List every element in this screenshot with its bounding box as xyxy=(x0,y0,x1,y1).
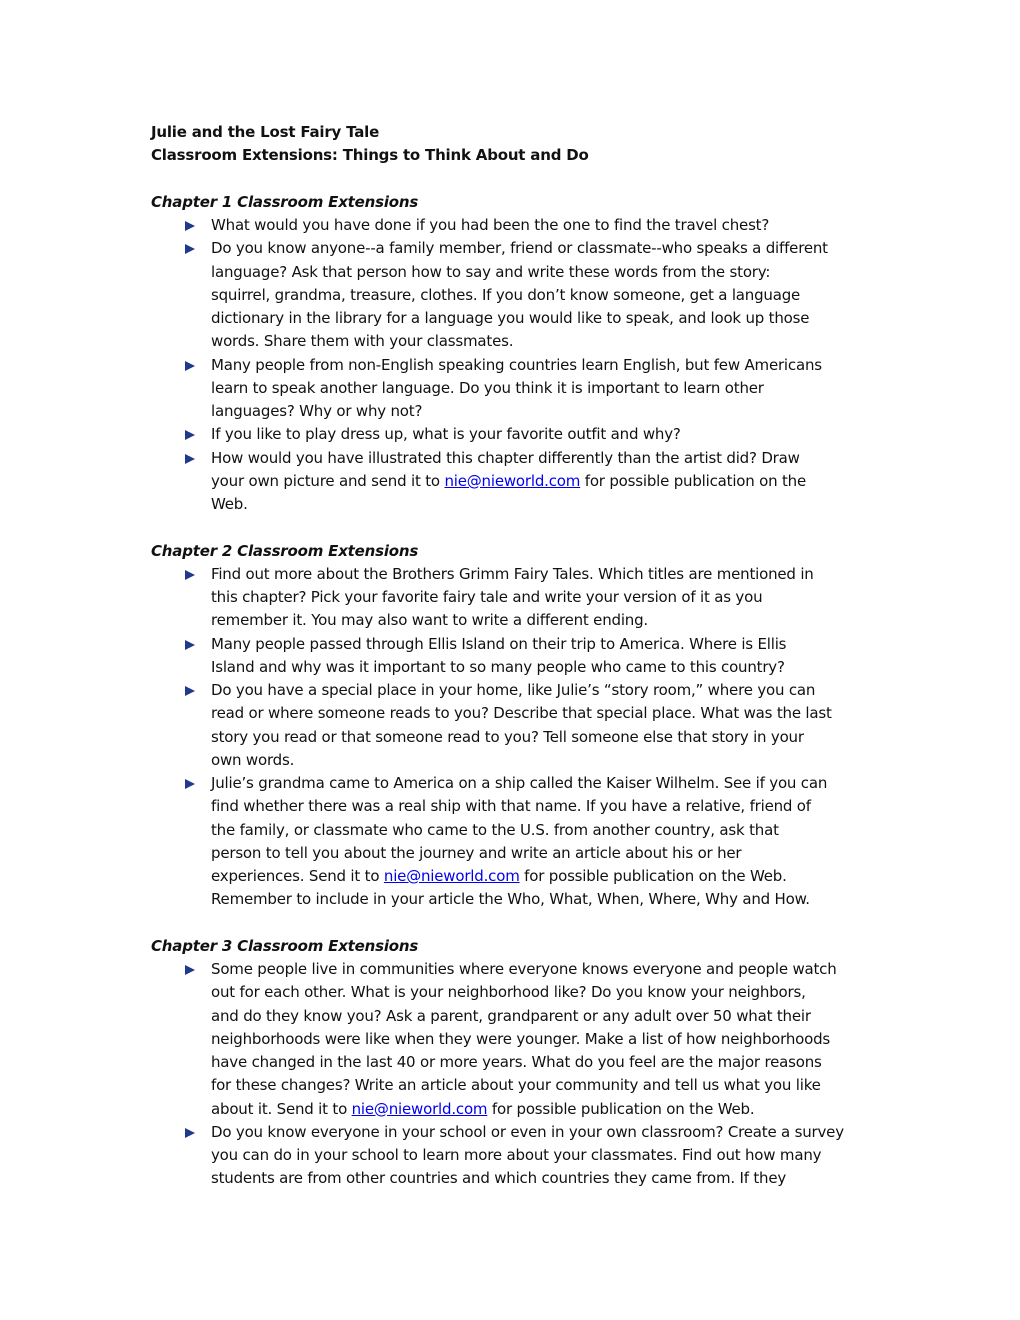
text-segment: for possible publication on the Web. xyxy=(519,867,787,885)
list-item xyxy=(151,563,891,633)
list-item xyxy=(151,237,891,353)
text-segment: your own picture and send it to xyxy=(211,471,445,490)
text-line: students are from other countries and which countries they came from. If they xyxy=(211,1169,787,1188)
text-line: Do you know everyone in your school or even in your own classroom? Create a survey xyxy=(211,1122,844,1141)
chapter-section xyxy=(151,935,891,1191)
text-line: squirrel, grandma, treasure, clothes. If you don’t know someone, get a language xyxy=(211,285,801,304)
text-segment: about it. Send it to xyxy=(211,1099,352,1118)
text-line: this chapter? Pick your favorite fairy tale and write your version of it as you xyxy=(211,588,763,606)
text-line: Find out more about the Brothers Grimm Fairy Tales. Which titles are mentioned in xyxy=(211,564,814,583)
list-item xyxy=(151,354,891,424)
triangle-bullet-icon xyxy=(185,221,195,231)
text-line: learn to speak another language. Do you think it is important to learn other xyxy=(211,378,764,397)
text-line: Many people passed through Ellis Island on their trip to America. Where is Ellis xyxy=(211,634,787,653)
text-line: words. Share them with your classmates. xyxy=(211,332,514,351)
text-line: How would you have illustrated this chapter differently than the artist did? Draw xyxy=(211,448,800,467)
text-line: language? Ask that person how to say and write these words from the story: xyxy=(211,262,771,281)
text-line: remember it. You may also want to write a different ending. xyxy=(211,611,648,630)
chapter-heading: Chapter 1 Classroom Extensions xyxy=(151,192,419,211)
text-line: story you read or that someone read to you? Tell someone else that story in your xyxy=(211,727,804,746)
text-line: Remember to include in your article the Who, What, When, Where, Why and How. xyxy=(211,890,810,909)
text-line: and do they know you? Ask a parent, grandparent or any adult over 50 what their xyxy=(211,1006,811,1025)
text-line: languages? Why or why not? xyxy=(211,402,423,420)
text-line: for these changes? Write an article about your community and tell us what you like xyxy=(211,1076,821,1095)
list-item xyxy=(151,423,891,446)
text-line: neighborhoods were like when they were younger. Make a list of how neighborhoods xyxy=(211,1029,831,1048)
triangle-bullet-icon xyxy=(185,640,195,650)
text-line: Web. xyxy=(211,495,248,513)
text-segment: for possible publication on the Web. xyxy=(487,1099,755,1118)
triangle-bullet-icon xyxy=(185,965,195,975)
document-subtitle: Classroom Extensions: Things to Think About and Do xyxy=(151,146,589,165)
text-line: Some people live in communities where everyone knows everyone and people watch xyxy=(211,960,837,978)
triangle-bullet-icon xyxy=(185,570,195,580)
document-title: Julie and the Lost Fairy Tale xyxy=(151,123,380,141)
triangle-bullet-icon xyxy=(185,686,195,696)
text-line xyxy=(211,470,891,493)
text-line: Julie’s grandma came to America on a ship called the Kaiser Wilhelm. See if you can xyxy=(211,774,828,792)
extension-list xyxy=(151,958,891,1191)
text-line: read or where someone reads to you? Describe that special place. What was the last xyxy=(211,704,832,723)
text-line: you can do in your school to learn more about your classmates. Find out how many xyxy=(211,1146,822,1164)
text-line: own words. xyxy=(211,750,295,769)
list-item xyxy=(151,214,891,237)
email-link[interactable]: nie@nieworld.com xyxy=(351,1099,488,1118)
text-line xyxy=(211,865,891,888)
text-line: have changed in the last 40 or more years. What do you feel are the major reasons xyxy=(211,1053,822,1071)
list-item xyxy=(151,958,891,1121)
document xyxy=(151,121,891,1191)
extension-list xyxy=(151,214,891,516)
chapter-section xyxy=(151,540,891,912)
text-line: Do you have a special place in your home, like Julie’s “story room,” where you can xyxy=(211,681,816,699)
chapter-heading: Chapter 3 Classroom Extensions xyxy=(151,936,419,955)
text-line: Do you know anyone--a family member, friend or classmate--who speaks a different xyxy=(211,239,828,258)
text-line: dictionary in the library for a language you would like to speak, and look up those xyxy=(211,309,810,327)
extension-list xyxy=(151,563,891,912)
triangle-bullet-icon xyxy=(185,361,195,371)
text-line: the family, or classmate who came to the U.S. from another country, ask that xyxy=(211,820,779,839)
triangle-bullet-icon xyxy=(185,430,195,440)
sections xyxy=(151,191,891,1191)
list-item xyxy=(151,772,891,912)
chapter-heading: Chapter 2 Classroom Extensions xyxy=(151,541,419,560)
list-item xyxy=(151,679,891,772)
triangle-bullet-icon xyxy=(185,454,195,464)
chapter-section xyxy=(151,191,891,517)
list-item xyxy=(151,633,891,680)
text-line: out for each other. What is your neighborhood like? Do you know your neighbors, xyxy=(211,983,806,1002)
list-item xyxy=(151,1121,891,1191)
triangle-bullet-icon xyxy=(185,779,195,789)
text-line: If you like to play dress up, what is your favorite outfit and why? xyxy=(211,425,681,444)
list-item xyxy=(151,447,891,517)
email-link[interactable]: nie@nieworld.com xyxy=(383,867,520,885)
text-line: find whether there was a real ship with that name. If you have a relative, friend of xyxy=(211,797,811,816)
triangle-bullet-icon xyxy=(185,1128,195,1138)
text-segment: experiences. Send it to xyxy=(211,867,384,885)
triangle-bullet-icon xyxy=(185,244,195,254)
text-line: What would you have done if you had been the one to find the travel chest? xyxy=(211,216,770,234)
text-line: Many people from non-English speaking countries learn English, but few Americans xyxy=(211,355,822,374)
text-line xyxy=(211,1098,891,1121)
text-segment: for possible publication on the xyxy=(580,471,807,490)
text-line: Island and why was it important to so many people who came to this country? xyxy=(211,657,785,676)
text-line: person to tell you about the journey and write an article about his or her xyxy=(211,843,742,862)
email-link[interactable]: nie@nieworld.com xyxy=(444,471,581,490)
